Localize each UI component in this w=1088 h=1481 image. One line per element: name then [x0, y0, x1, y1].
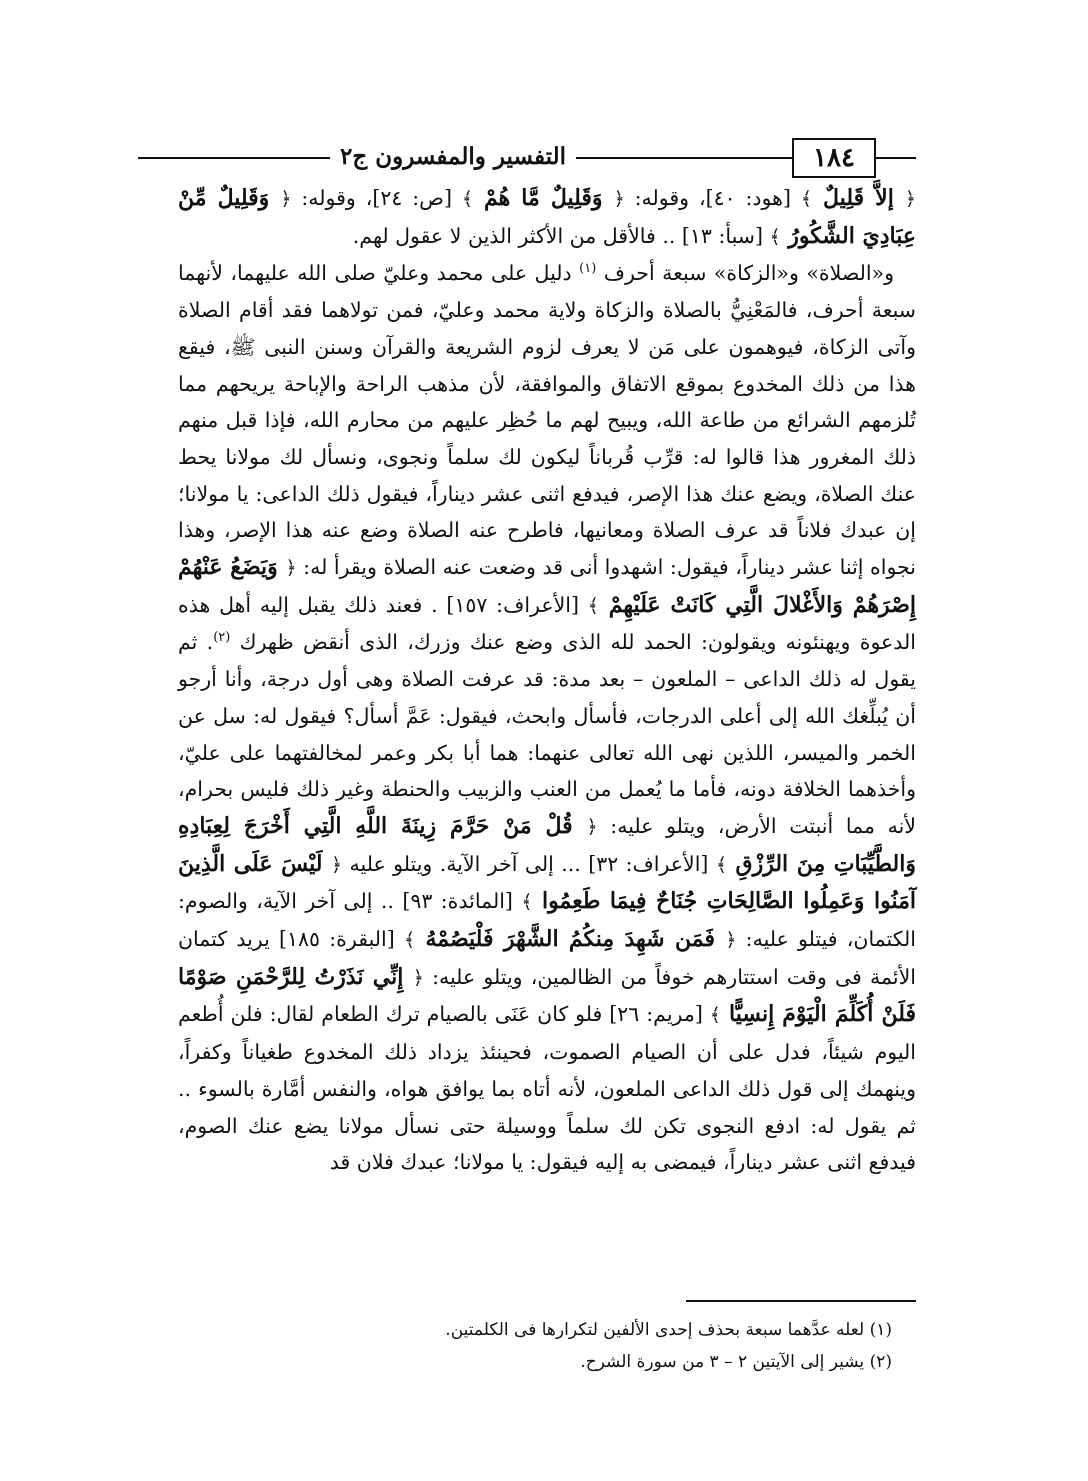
verse-bracket: ﴾	[769, 225, 781, 248]
footnotes	[192, 1314, 892, 1378]
main-text	[178, 180, 916, 1181]
text-run: [ص: ٢٤]، وقوله:	[291, 186, 462, 210]
footnote-2-label: (٢)	[869, 1352, 892, 1372]
text-run: [مريم: ٢٦] فلو كان عَنَى بالصيام ترك الطعام لقال: فلن أُطعم اليوم شيئاً، فدل على أن الصيام الصموت، فحينئذ يزداد ذلك المخدوع طغياناً وكفراً، وينهمك إلى قول ذلك الداعى الملعون، لأنه أتاه بما يوافق هواه، والنفس أمَّارة بالسوء .. ثم يقول له: ادفع النجوى تكن لك سلماً ووسيلة حتى نسأل مولانا يضع عنك الصوم، فيدفع اثنى عشر ديناراً، فيمضى به إليه فيقول: يا مولانا؛ عبدك فلان قد	[178, 1002, 916, 1175]
quran-verse: وَقَلِيلٌ مِّنْ عِبَادِيَ الشَّكُورُ	[178, 185, 916, 249]
text-run: و«الصلاة» و«الزكاة» سبعة أحرف	[596, 261, 894, 286]
quran-verse: فَمَن شَهِدَ مِنكُمُ الشَّهْرَ فَلْيَصُمْهُ	[415, 926, 726, 953]
text-run: . ثم يقول له ذلك الداعى – الملعون – بعد مدة: قد عرفت الصلاة وهى أول درجة، وأنا أرجو أن يُبلِّغك الله إلى أعلى الدرجات، فأسأل وابحث، فيقول: عَمَّ أسأل؟ فيقول له: سل عن الخمر والميسر، اللذين نهى الله تعالى عنهما: هما أبا بكر وعمر لمخالفتهما على عليّ، وأخذهما الخلافة دونه، فأما ما يُعمل من العنب والزبيب والحنطة وغير ذلك فليس بحرام، لأنه مما أنبتت الأرض، ويتلو عليه:	[178, 630, 916, 838]
verse-bracket: ﴿	[280, 188, 292, 210]
verse-bracket: ﴿	[613, 188, 625, 210]
verse-bracket: ﴾	[715, 853, 727, 876]
verse-bracket: ﴿	[331, 853, 343, 876]
quran-verse: إلاَّ قَلِيلٌ	[811, 185, 905, 211]
page-number: ١٨٤	[792, 138, 876, 178]
quran-verse: إِنِّي نَذَرْتُ لِلرَّحْمَنِ صَوْمًا فَلَنْ أُكَلِّمَ الْيَوْمَ إِنسِيًّا	[178, 963, 916, 1028]
footnote-2	[192, 1346, 892, 1378]
verse-bracket: ﴾	[800, 188, 812, 210]
verse-bracket: ﴾	[521, 891, 533, 914]
verse-bracket: ﴾	[587, 594, 599, 617]
footnote-2-text: يشير إلى الآيتين ٢ – ٣ من سورة الشرح.	[580, 1352, 865, 1372]
footnote-marker: (١)	[579, 261, 597, 277]
text-run: [الأعراف: ١٥٧] . فعند ذلك يقبل إليه أهل هذه الدعوة ويهنئونه ويقولون: الحمد لله الذى وضع عنك وزرك، الذى أنقض ظهرك	[178, 592, 916, 655]
verse-bracket: ﴿	[412, 966, 424, 989]
footnote-1	[192, 1314, 892, 1346]
text-run: [المائدة: ٩٣] .. إلى آخر الآية، والصوم: الكتمان، فيتلو عليه:	[178, 889, 916, 952]
text-run: [هود: ٤٠]، وقوله:	[624, 186, 801, 210]
verse-bracket: ﴾	[403, 929, 416, 952]
footnote-separator	[686, 1300, 916, 1302]
verse-bracket: ﴿	[285, 557, 297, 580]
text-run: [الأعراف: ٣٢] ... إلى آخر الآية. ويتلو عليه	[342, 851, 716, 876]
quran-verse: قُلْ مَنْ حَرَّمَ زِينَةَ اللَّهِ الَّتِي أَخْرَجَ لِعِبَادِهِ وَالطَّيِّبَاتِ مِنَ الرِّزْقِ	[178, 812, 916, 877]
footnote-marker: (٢)	[213, 630, 231, 646]
quran-verse: لَيْسَ عَلَى الَّذِينَ آمَنُوا وَعَمِلُوا الصَّالِحَاتِ جُنَاحٌ فِيمَا طَعِمُوا	[178, 850, 917, 915]
text-run: دليل على محمد وعليّ صلى الله عليهما، لأنهما سبعة أحرف، فالمَعْنِيُّ بالصلاة والزكاة ولاية محمد وعليّ، فمن تولاهما فقد أقام الصلاة وآتى الزكاة، فيوهمون على مَن لا يعرف لزوم الشريعة والقرآن وسنن النبى ﷺ، فيقع هذا من ذلك المخدوع بموقع الاتفاق والموافقة، لأن مذهب الراحة والإباحة يريحهم مما تُلزمهم الشرائع من طاعة الله، ويبيح لهم ما حُظِر عليهم من محارم الله، فإذا قبل منهم ذلك المغرور هذا قالوا له: قرِّب قُرباناً ليكون لك سلماً ونجوى، ونسأل لك مولانا يحط عنك الصلاة، ويضع عنك هذا الإصر، فيدفع اثنى عشر ديناراً، فيقول ذلك الداعى: يا مولانا؛ إن عبدك فلاناً قد عرف الصلاة ومعانيها، فاطرح عنه الصلاة وضع عنه هذا الإصر، وهذا نجواه إثنا عشر ديناراً، فيقول: اشهدوا أنى قد وضعت عنه الصلاة ويقرأ له:	[178, 261, 916, 580]
verse-bracket: ﴾	[709, 1004, 721, 1027]
quran-verse: وَيَضَعُ عَنْهُمْ إِصْرَهُمْ وَالأَغْلالَ الَّتِي كَانَتْ عَلَيْهِمْ	[178, 554, 916, 618]
footnote-1-text: لعله عدَّهما سبعة بحذف إحدى الألفين لتكرارها فى الكلمتين.	[445, 1320, 865, 1340]
paragraph-2	[178, 255, 916, 1181]
quran-verse: وَقَلِيلٌ مَّا هُمْ	[472, 185, 614, 211]
verse-bracket: ﴿	[725, 929, 737, 952]
verse-bracket: ﴿	[904, 188, 916, 210]
paragraph-1	[178, 180, 916, 255]
verse-bracket: ﴾	[461, 188, 473, 210]
text-run: [البقرة: ١٨٥] يريد كتمان الأئمة فى وقت استتارهم خوفاً من الظالمين، ويتلو عليه:	[178, 927, 916, 989]
footnote-1-label: (١)	[869, 1320, 892, 1340]
running-header	[138, 138, 916, 178]
running-title: التفسير والمفسرون ج٢	[330, 140, 576, 174]
text-run: [سبأ: ١٣] .. فالأقل من الأكثر الذين لا عقول لهم.	[352, 223, 770, 248]
verse-bracket: ﴿	[586, 815, 598, 838]
